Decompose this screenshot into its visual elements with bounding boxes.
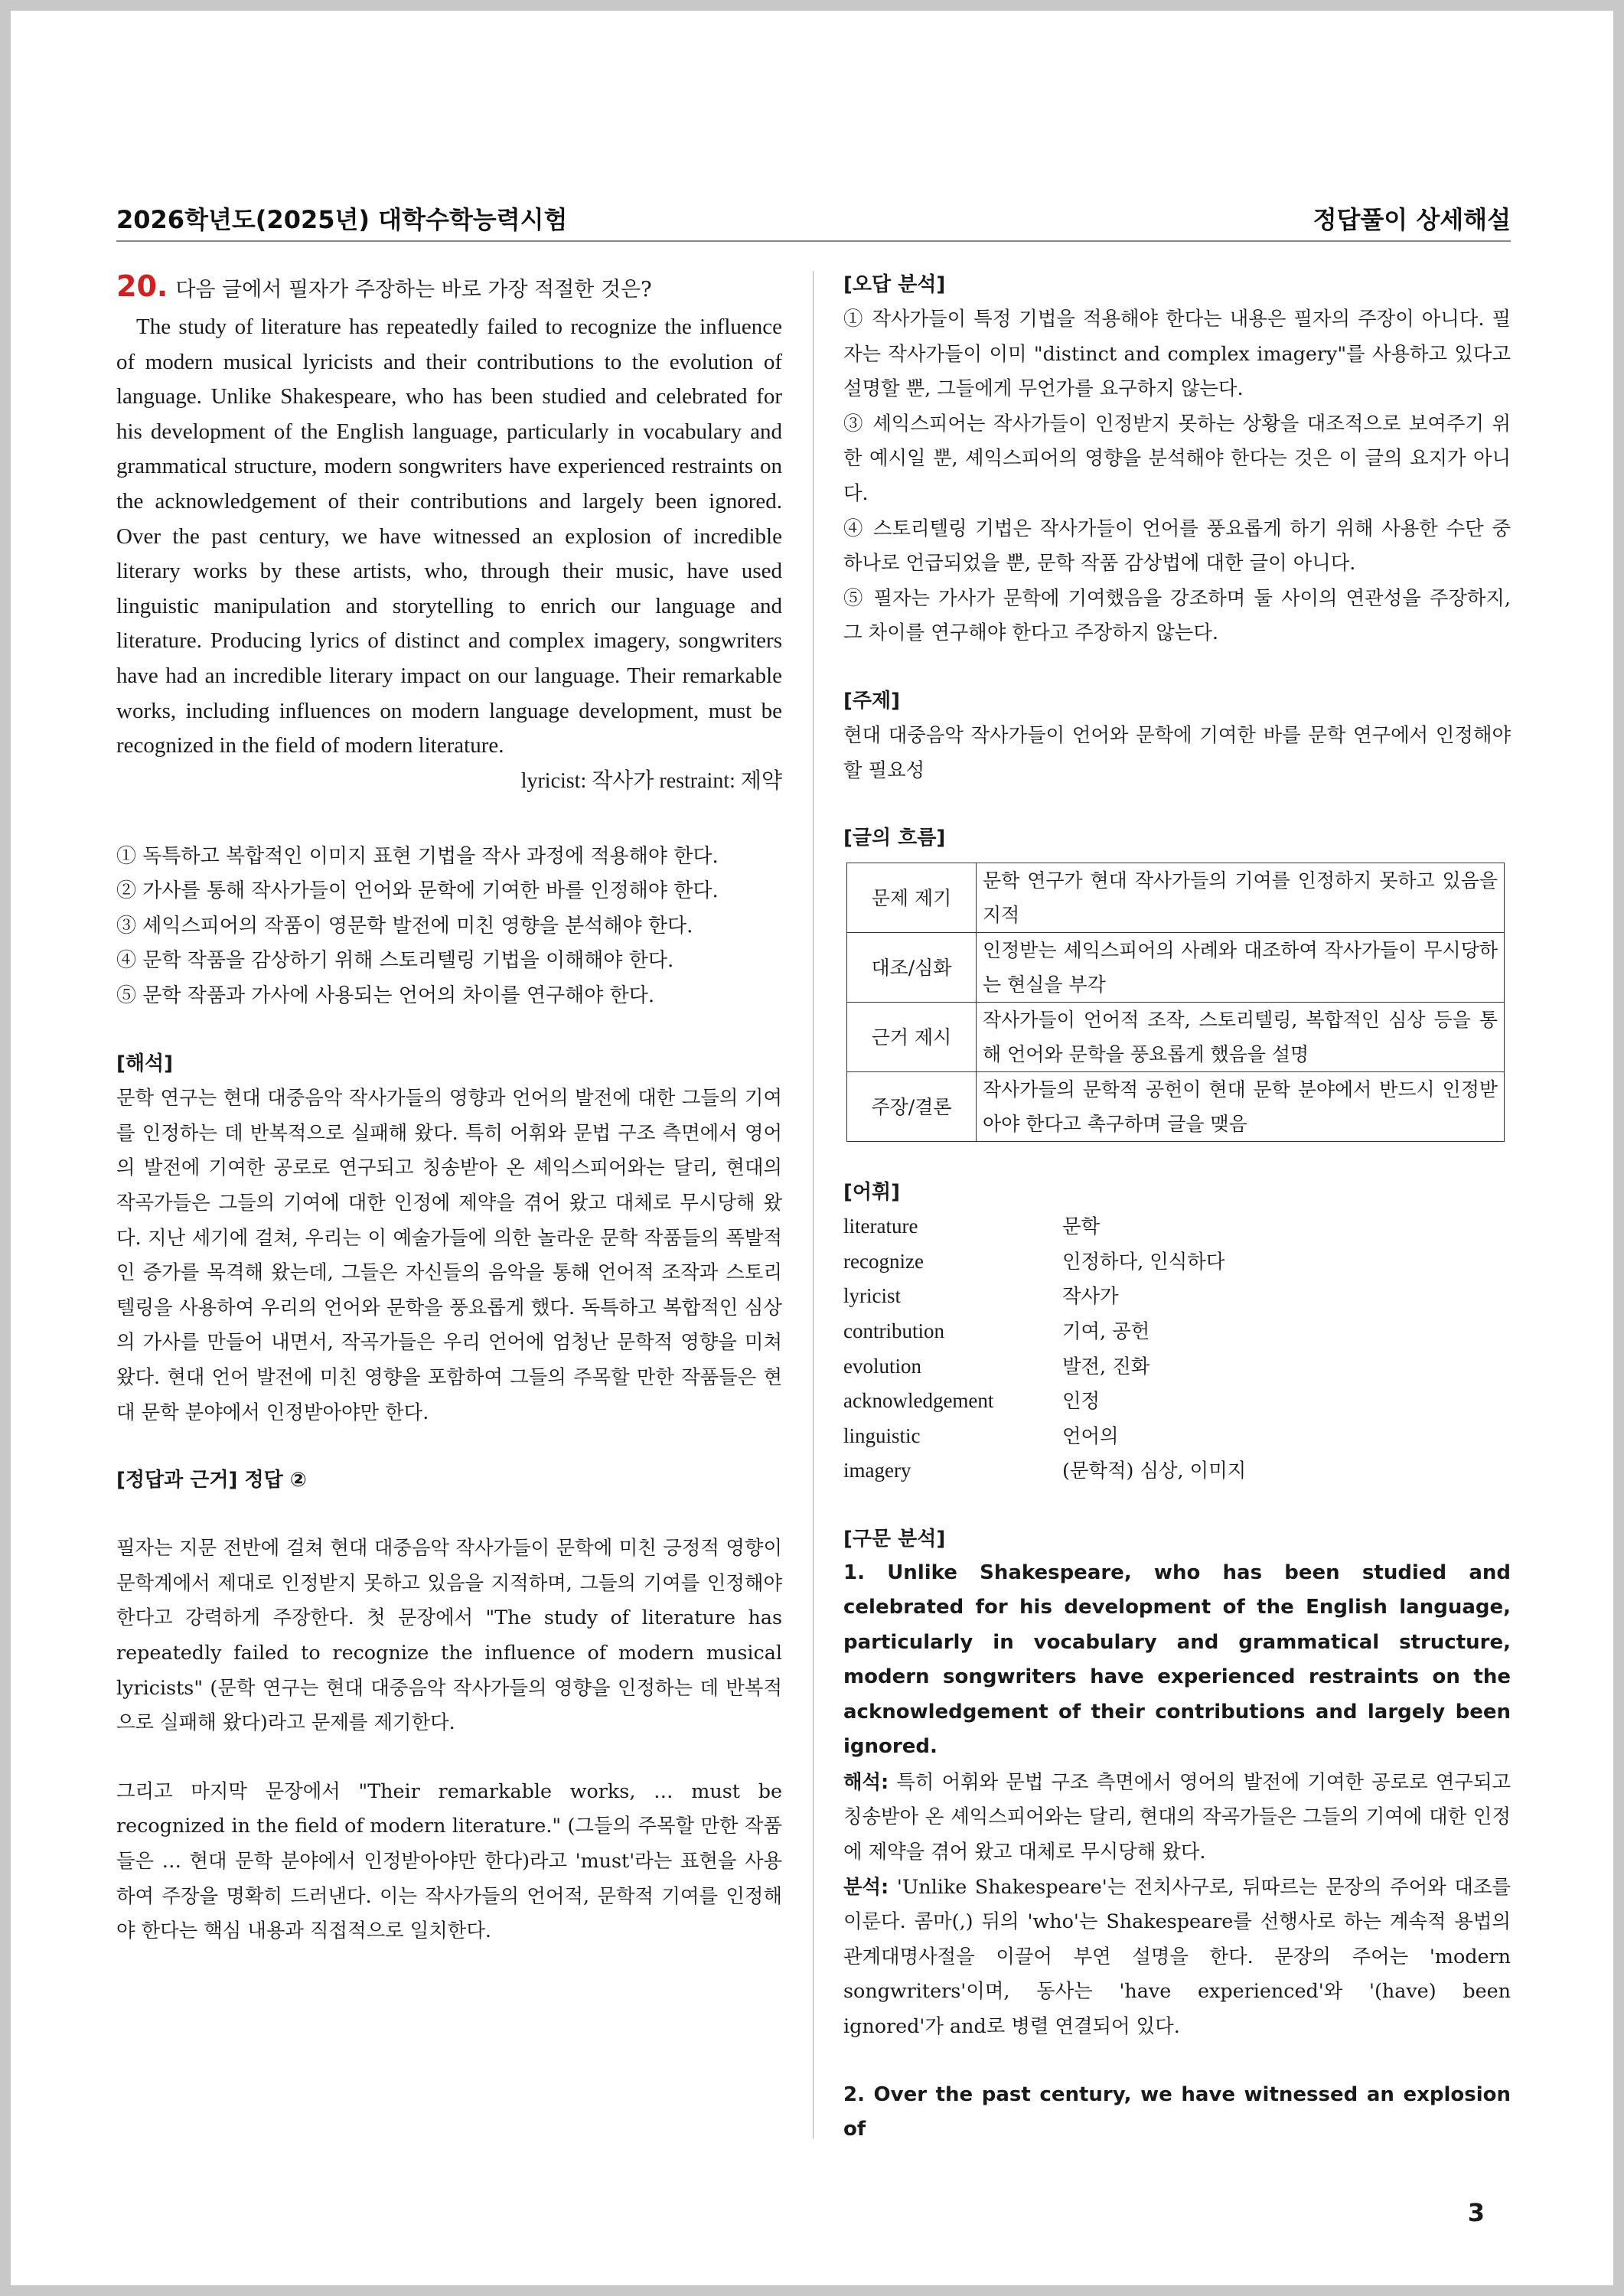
vocab-list [843, 1209, 1511, 1489]
vocab-meaning: 문학 [1062, 1215, 1101, 1238]
answer-paragraph-1: 필자는 지문 전반에 걸쳐 현대 대중음악 작사가들이 문학에 미친 긍정적 영향이 문학계에서 제대로 인정받지 못하고 있음을 지적하며, 그들의 기여를 인정해야 한다고 강력하게 주장한다. 첫 문장에서 "The study of literature has repeatedly failed to recognize the influence of modern musical lyricists" (문학 연구는 현대 대중음악 작사가들의 영향을 인정하는 데 반복적으로 실패해 왔다)라고 문제를 제기한다. [116, 1536, 782, 1734]
page-number: 3 [1467, 2198, 1485, 2227]
vocab-word: imagery [843, 1459, 911, 1482]
flow-desc: 인정받는 셰익스피어의 사례와 대조하여 작사가들이 무시당하는 현실을 부각 [977, 933, 1505, 1003]
choice-1: ① 독특하고 복합적인 이미지 표현 기법을 작사 과정에 적용해야 한다. [116, 844, 719, 868]
syntax-sentence-1: 1. Unlike Shakespeare, who has been studied and celebrated for his development of the English language, particularly in vocabulary and grammatical structure, modern songwriters have experienced restraints on the acknowledgement of their contributions and largely been ignored. [843, 1561, 1511, 1759]
vocab-meaning: (문학적) 심상, 이미지 [1062, 1459, 1247, 1482]
vocab-meaning: 인정 [1062, 1389, 1101, 1413]
list-item [843, 1244, 1511, 1280]
wrong-analysis-item-3: ③ 셰익스피어는 작사가들이 인정받지 못하는 상황을 대조적으로 보여주기 위한 예시일 뿐, 셰익스피어의 영향을 분석해야 한다는 것은 이 글의 요지가 아니다. [843, 411, 1511, 504]
analysis-label: 분석: [843, 1874, 889, 1898]
header-rule [116, 240, 1511, 242]
wrong-analysis-title: [오답 분석] [843, 273, 946, 296]
question-number: 20. [116, 269, 168, 303]
answer-choices [116, 840, 782, 1014]
right-column [843, 268, 1511, 2148]
syntax-analysis-text: 'Unlike Shakespeare'는 전치사구로, 뒤따르는 문장의 주어와 대조를 이룬다. 콤마(,) 뒤의 'who'는 Shakespeare를 선행사로 하는 계속적 용법의 관계대명사절을 이끌어 부연 설명을 한다. 문장의 주어는 'modern songwriters'이며, 동사는 'have experienced'와 '(have) been ignored'가 and로 병렬 연결되어 있다. [843, 1874, 1511, 2038]
wrong-analysis-item-1: ① 작사가들이 특정 기법을 적용해야 한다는 내용은 필자의 주장이 아니다. 필자는 작사가들이 이미 "distinct and complex imagery"를 사용하고 있다고 설명할 뿐, 그들에게 무언가를 요구하지 않는다. [843, 307, 1511, 400]
translation-title: [해석] [116, 1052, 173, 1076]
choice-2: ② 가사를 통해 작사가들이 언어와 문학에 기여한 바를 인정해야 한다. [116, 879, 719, 903]
vocab-meaning: 기여, 공헌 [1062, 1319, 1150, 1342]
vocab-meaning: 언어의 [1062, 1424, 1119, 1447]
topic-title: [주제] [843, 689, 900, 713]
passage-text: The study of literature has repeatedly failed to recognize the influence of modern musical lyricists and their contributions to the evolution of language. Unlike Shakespeare, who has been studied and celebrated for his development of the English language, particularly in vocabulary and grammatical structure, modern songwriters have experienced restraints on the acknowledgement of their contributions and largely been ignored. Over the past century, we have witnessed an explosion of incredible literary works by these artists, who, through their music, have used linguistic manipulation and storytelling to enrich our language and literature. Producing lyrics of distinct and complex imagery, songwriters have had an incredible literary impact on our language. Their remarkable works, including influences on modern language development, must be recognized in the field of modern literature. [116, 315, 782, 758]
flow-desc: 작사가들이 언어적 조작, 스토리텔링, 복합적인 심상 등을 통해 언어와 문학을 풍요롭게 했음을 설명 [977, 1003, 1505, 1072]
table-row [847, 933, 1505, 1003]
column-divider [813, 271, 814, 2138]
vocab-word: evolution [843, 1354, 921, 1378]
list-item [843, 1419, 1511, 1454]
translation-label: 해석: [843, 1769, 889, 1793]
wrong-analysis-item-5: ⑤ 필자는 가사가 문학에 기여했음을 강조하며 둘 사이의 연관성을 주장하지, 그 차이를 연구해야 한다고 주장하지 않는다. [843, 585, 1511, 644]
answer-paragraph-2: 그리고 마지막 문장에서 "Their remarkable works, … must be recognized in the field of modern literature." (그들의 주목할 만한 작품들은 … 현대 문학 분야에서 인정받아야만 한다)라고 'must'라는 표현을 사용하여 주장을 명확히 드러낸다. 이는 작사가들의 언어적, 문학적 기여를 인정해야 한다는 핵심 내용과 직접적으로 일치한다. [116, 1779, 782, 1942]
vocab-meaning: 작사가 [1062, 1284, 1119, 1308]
left-column [116, 268, 782, 1949]
choice-5: ⑤ 문학 작품과 가사에 사용되는 언어의 차이를 연구해야 한다. [116, 983, 655, 1007]
flow-table [846, 863, 1505, 1142]
list-item [843, 1279, 1511, 1314]
vocab-meaning: 인정하다, 인식하다 [1062, 1249, 1225, 1273]
choice-4: ④ 문학 작품을 감상하기 위해 스토리텔링 기법을 이해해야 한다. [116, 949, 674, 973]
translation-text: 문학 연구는 현대 대중음악 작사가들의 영향과 언어의 발전에 대한 그들의 기여를 인정하는 데 반복적으로 실패해 왔다. 특히 어휘와 문법 구조 측면에서 영어의 발전에 기여한 공로로 연구되고 칭송받아 온 셰익스피어와는 달리, 현대의 작곡가들은 그들의 기여에 대한 인정에 제약을 겪어 왔고 대체로 무시당해 왔다. 지난 세기에 걸쳐, 우리는 이 예술가들에 의한 놀라운 문학 작품들의 폭발적인 증가를 목격해 왔는데, 그들은 자신들의 음악을 통해 언어적 조작과 스토리텔링을 사용하여 우리의 언어와 문학을 풍요롭게 했다. 독특하고 복합적인 심상의 가사를 만들어 내면서, 작곡가들은 우리 언어에 엄청난 문학적 영향을 미쳐 왔다. 현대 언어 발전에 미친 영향을 포함하여 그들의 주목할 만한 작품들은 현대 문학 분야에서 인정받아야만 한다. [116, 1086, 782, 1424]
exam-title: 2026학년도(2025년) 대학수학능력시험 [116, 205, 568, 234]
vocab-title: [어휘] [843, 1181, 900, 1205]
syntax-translation-text: 특히 어휘와 문법 구조 측면에서 영어의 발전에 기여한 공로로 연구되고 칭송받아 온 셰익스피어와는 달리, 현대의 작곡가들은 그들의 기여에 대한 인정에 제약을 겪어 왔고 대체로 무시당해 왔다. [843, 1769, 1511, 1864]
flow-desc: 문학 연구가 현대 작사가들의 기여를 인정하지 못하고 있음을 지적 [977, 863, 1505, 933]
table-row [847, 1072, 1505, 1142]
list-item [843, 1349, 1511, 1384]
choice-3: ③ 셰익스피어의 작품이 영문학 발전에 미친 영향을 분석해야 한다. [116, 914, 693, 938]
flow-title: [글의 흐름] [843, 827, 946, 850]
vocab-word: acknowledgement [843, 1389, 994, 1413]
list-item [843, 1384, 1511, 1419]
table-row [847, 1003, 1505, 1072]
flow-stage: 대조/심화 [847, 933, 977, 1003]
document-page [11, 11, 1613, 2285]
question-prompt: 다음 글에서 필자가 주장하는 바로 가장 적절한 것은? [175, 278, 652, 302]
syntax-title: [구문 분석] [843, 1527, 946, 1551]
list-item [843, 1453, 1511, 1489]
doc-type-label: 정답풀이 상세해설 [1313, 205, 1511, 234]
vocab-meaning: 발전, 진화 [1062, 1354, 1150, 1378]
list-item [843, 1209, 1511, 1244]
syntax-translation [843, 1765, 1511, 1870]
vocab-word: recognize [843, 1249, 924, 1273]
question-header [116, 268, 782, 308]
flow-stage: 문제 제기 [847, 863, 977, 933]
topic-text: 현대 대중음악 작사가들이 언어와 문학에 기여한 바를 문학 연구에서 인정해야 할 필요성 [843, 722, 1511, 781]
vocab-word: contribution [843, 1319, 944, 1342]
answer-title: [정답과 근거] 정답 ② [116, 1469, 307, 1492]
vocab-word: lyricist [843, 1284, 901, 1308]
vocab-gloss: lyricist: 작사가 restraint: 제약 [520, 768, 782, 793]
flow-stage: 근거 제시 [847, 1003, 977, 1072]
vocab-word: literature [843, 1215, 918, 1238]
flow-stage: 주장/결론 [847, 1072, 977, 1142]
wrong-analysis-item-4: ④ 스토리텔링 기법은 작사가들이 언어를 풍요롭게 하기 위해 사용한 수단 중 하나로 언급되었을 뿐, 문학 작품 감상법에 대한 글이 아니다. [843, 516, 1511, 575]
vocab-word: linguistic [843, 1424, 921, 1447]
table-row [847, 863, 1505, 933]
list-item [843, 1314, 1511, 1349]
syntax-sentence-2: 2. Over the past century, we have witnessed an explosion of [843, 2082, 1511, 2141]
syntax-analysis [843, 1870, 1511, 2044]
flow-desc: 작사가들의 문학적 공헌이 현대 문학 분야에서 반드시 인정받아야 한다고 촉구하며 글을 맺음 [977, 1072, 1505, 1142]
